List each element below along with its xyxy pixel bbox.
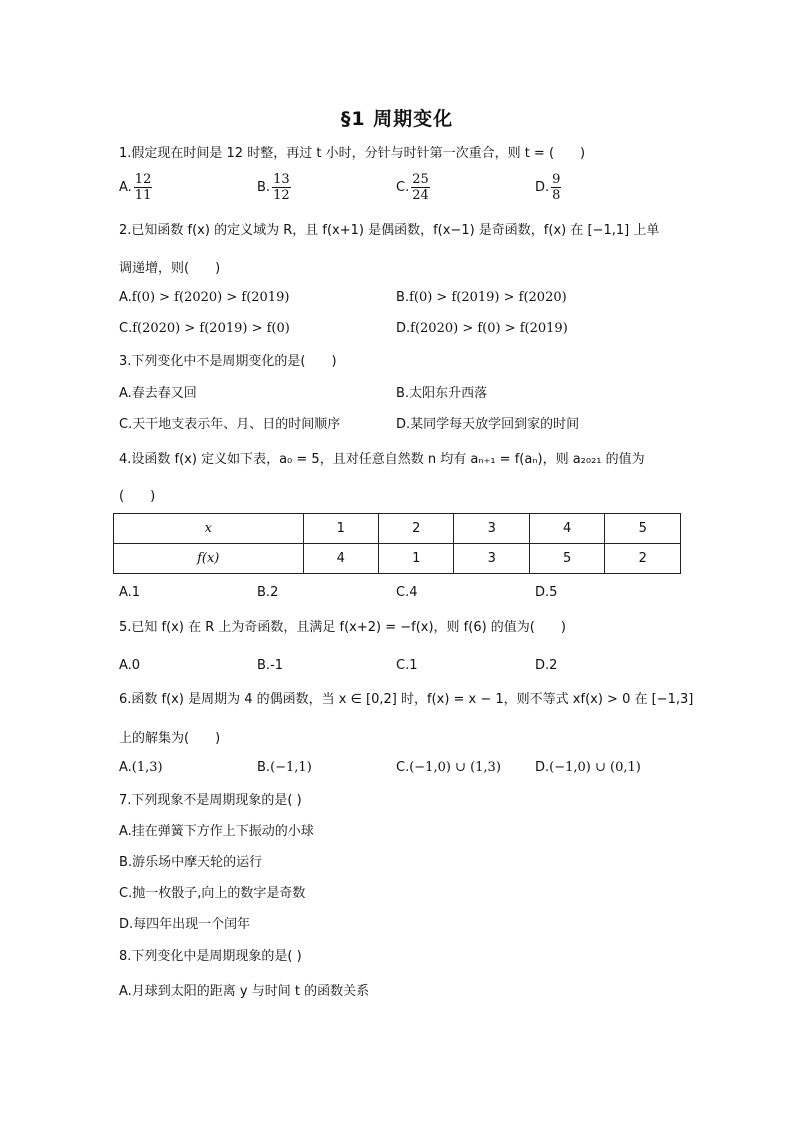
table-cell: x <box>114 514 304 544</box>
q4-option-c[interactable]: C.4 <box>396 585 418 600</box>
q7-option-d[interactable]: D.每四年出现一个闰年 <box>119 917 251 932</box>
table-cell: 1 <box>378 544 453 574</box>
q5-option-d[interactable]: D.2 <box>535 658 558 673</box>
q6-option-c[interactable]: C.(−1,0) ∪ (1,3) <box>396 760 501 775</box>
q5-option-a[interactable]: A.0 <box>119 658 141 673</box>
q2-option-b[interactable]: B.f(0) > f(2019) > f(2020) <box>396 290 567 305</box>
q8-stem: 8.下列变化中是周期现象的是( ) <box>119 949 302 964</box>
q1-option-b[interactable]: B. $\frac{13}{12}$ <box>257 172 290 203</box>
table-row <box>114 544 681 574</box>
q4-option-d[interactable]: D.5 <box>535 585 558 600</box>
q1-c-numerator: 25 <box>412 172 429 187</box>
q2-option-c[interactable]: C.f(2020) > f(2019) > f(0) <box>119 321 290 336</box>
q1-option-c[interactable]: C. $\frac{25}{24}$ <box>396 172 429 203</box>
q1-d-numerator: 9 <box>552 172 561 187</box>
q6-option-d[interactable]: D.(−1,0) ∪ (0,1) <box>535 760 641 775</box>
function-value-table <box>113 513 681 574</box>
q1-option-d[interactable]: D. $\frac{9}{8}$ <box>535 172 561 203</box>
q1-b-numerator: 13 <box>273 172 290 187</box>
table-cell: 2 <box>378 514 453 544</box>
table-cell: 3 <box>454 514 529 544</box>
q6-option-a[interactable]: A.(1,3) <box>119 760 163 775</box>
q2-stem-line2: 调递增，则( ) <box>119 261 221 276</box>
table-cell: 4 <box>303 544 378 574</box>
q1-stem: 1.假定现在时间是 12 时整，再过 t 小时，分针与时针第一次重合，则 t = ( ) <box>119 146 586 161</box>
q8-option-a[interactable]: A.月球到太阳的距离 y 与时间 t 的函数关系 <box>119 984 370 999</box>
q6-option-b[interactable]: B.(−1,1) <box>257 760 312 775</box>
q4-option-b[interactable]: B.2 <box>257 585 279 600</box>
q7-option-a[interactable]: A.挂在弹簧下方作上下振动的小球 <box>119 824 314 839</box>
q7-stem: 7.下列现象不是周期现象的是( ) <box>119 793 302 808</box>
q2-stem-line1: 2.已知函数 f(x) 的定义域为 R，且 f(x+1) 是偶函数，f(x−1) 是奇函数，f(x) 在 [−1,1] 上单 <box>119 223 660 238</box>
q1-option-a[interactable]: A. $\frac{12}{11}$ <box>119 172 152 203</box>
table-row <box>114 514 681 544</box>
q6-stem-line1: 6.函数 f(x) 是周期为 4 的偶函数，当 x ∈ [0,2] 时，f(x) = x − 1，则不等式 xf(x) > 0 在 [−1,3] <box>119 692 694 707</box>
table-cell: 3 <box>454 544 529 574</box>
q4-option-a[interactable]: A.1 <box>119 585 141 600</box>
q5-option-c[interactable]: C.1 <box>396 658 418 673</box>
page-title: §1 周期变化 <box>340 108 454 130</box>
table-cell: 5 <box>529 544 604 574</box>
q3-option-d[interactable]: D.某同学每天放学回到家的时间 <box>396 417 580 432</box>
q3-option-c[interactable]: C.天干地支表示年、月、日的时间顺序 <box>119 417 341 432</box>
q6-stem-line2: 上的解集为( ) <box>119 731 221 746</box>
q3-option-b[interactable]: B.太阳东升西落 <box>396 386 488 401</box>
q5-stem: 5.已知 f(x) 在 R 上为奇函数，且满足 f(x+2) = −f(x)，则 f(6) 的值为( ) <box>119 620 566 635</box>
q1-a-denominator: 11 <box>134 188 152 203</box>
q1-d-denominator: 8 <box>552 188 561 203</box>
q3-option-a[interactable]: A.春去春又回 <box>119 386 197 401</box>
q3-stem: 3.下列变化中不是周期变化的是( ) <box>119 354 337 369</box>
q1-c-denominator: 24 <box>412 188 429 203</box>
q7-option-c[interactable]: C.抛一枚骰子,向上的数字是奇数 <box>119 886 306 901</box>
q2-option-a[interactable]: A.f(0) > f(2020) > f(2019) <box>119 290 290 305</box>
table-cell: 1 <box>303 514 378 544</box>
q4-stem-line2: ( ) <box>119 489 156 504</box>
table-cell: f(x) <box>114 544 304 574</box>
q2-option-d[interactable]: D.f(2020) > f(0) > f(2019) <box>396 321 568 336</box>
table-cell: 4 <box>529 514 604 544</box>
q4-stem-line1: 4.设函数 f(x) 定义如下表，a₀ = 5，且对任意自然数 n 均有 aₙ₊₁ = f(aₙ)，则 a₂₀₂₁ 的值为 <box>119 452 645 467</box>
table-cell: 2 <box>605 544 681 574</box>
table-cell: 5 <box>605 514 681 544</box>
q1-a-numerator: 12 <box>134 172 152 187</box>
q1-b-denominator: 12 <box>273 188 290 203</box>
q5-option-b[interactable]: B.-1 <box>257 658 284 673</box>
q7-option-b[interactable]: B.游乐场中摩天轮的运行 <box>119 855 263 870</box>
